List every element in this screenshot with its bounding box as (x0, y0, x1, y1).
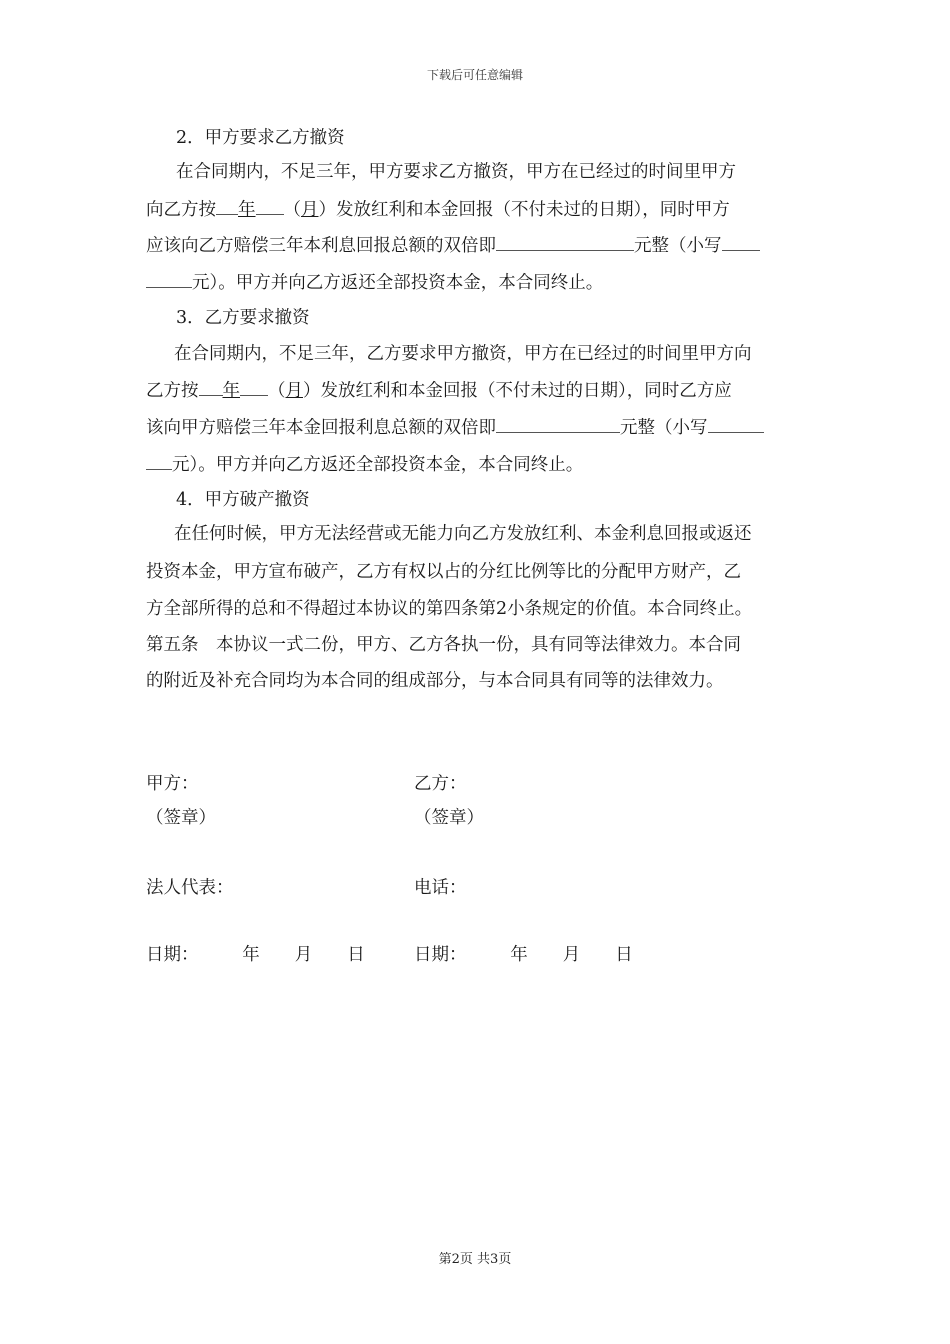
text-span: 该向甲方赔偿三年本金回报利息总额的双倍即 (146, 418, 496, 438)
section-2-line-2 (146, 197, 730, 222)
section-3-line-4 (146, 452, 583, 477)
blank-field (496, 233, 634, 251)
month-label: 月 (285, 381, 303, 401)
section-4-heading: 4．甲方破产撤资 (176, 490, 310, 510)
phone-label: 电话： (414, 878, 467, 898)
text-span: ）发放红利和本金回报（不付未过的日期），同时甲方 (318, 200, 730, 220)
section-4-line-1: 在任何时候，甲方无法经营或无能力向乙方发放红利、本金利息回报或返还 (174, 524, 752, 544)
party-a-seal: （签章） (146, 808, 216, 828)
party-b-label: 乙方： (414, 774, 467, 794)
section-4-line-3: 方全部所得的总和不得超过本协议的第四条第2小条规定的价值。本合同终止。 (146, 599, 753, 619)
legal-rep-label: 法人代表： (146, 878, 234, 898)
blank-field (216, 197, 238, 215)
text-span: 元）。甲方并向乙方返还全部投资本金，本合同终止。 (192, 273, 604, 293)
section-2-line-4 (146, 270, 603, 295)
blank-field (708, 415, 764, 433)
blank-field (722, 233, 760, 251)
text-span: ）发放红利和本金回报（不付未过的日期），同时乙方应 (303, 381, 732, 401)
article-5-line-2: 的附近及补充合同均为本合同的组成部分，与本合同具有同等的法律效力。 (146, 671, 724, 691)
text-span: 向乙方按 (146, 200, 216, 220)
section-4-line-2: 投资本金，甲方宣布破产，乙方有权以占的分红比例等比的分配甲方财产，乙 (146, 562, 741, 582)
text-span: 元整（小写 (634, 236, 722, 256)
section-3-line-3 (146, 415, 764, 440)
section-3-line-1: 在合同期内，不足三年，乙方要求甲方撤资，甲方在已经过的时间里甲方向 (174, 344, 752, 364)
blank-field (256, 197, 284, 215)
year-label: 年 (238, 200, 256, 220)
blank-field (199, 378, 223, 396)
text-span: （ (283, 200, 301, 220)
blank-field (146, 452, 172, 470)
section-2-line-1: 在合同期内，不足三年，甲方要求乙方撤资，甲方在已经过的时间里甲方 (176, 162, 736, 182)
blank-field (146, 270, 192, 288)
party-b-seal: （签章） (414, 808, 484, 828)
page-footer: 第2页 共3页 (438, 1252, 512, 1267)
text-span: 元）。甲方并向乙方返还全部投资本金，本合同终止。 (172, 455, 584, 475)
month-label: 月 (301, 200, 319, 220)
date-b-label: 日期： 年 月 日 (414, 945, 633, 965)
date-a-label: 日期： 年 月 日 (146, 945, 365, 965)
text-span: 乙方按 (146, 381, 199, 401)
section-3-heading: 3．乙方要求撤资 (176, 308, 310, 328)
text-span: （ (268, 381, 286, 401)
page-header: 下载后可任意编辑 (426, 68, 523, 82)
text-span: 应该向乙方赔偿三年本利息回报总额的双倍即 (146, 236, 496, 256)
section-2-line-3 (146, 233, 760, 258)
blank-field (240, 378, 268, 396)
section-3-line-2 (146, 378, 732, 403)
article-5-line-1: 第五条 本协议一式二份，甲方、乙方各执一份，具有同等法律效力。本合同 (146, 635, 741, 655)
text-span: 元整（小写 (620, 418, 708, 438)
section-2-heading: 2．甲方要求乙方撤资 (176, 128, 345, 148)
year-label: 年 (222, 381, 240, 401)
blank-field (496, 415, 620, 433)
party-a-label: 甲方： (146, 774, 199, 794)
